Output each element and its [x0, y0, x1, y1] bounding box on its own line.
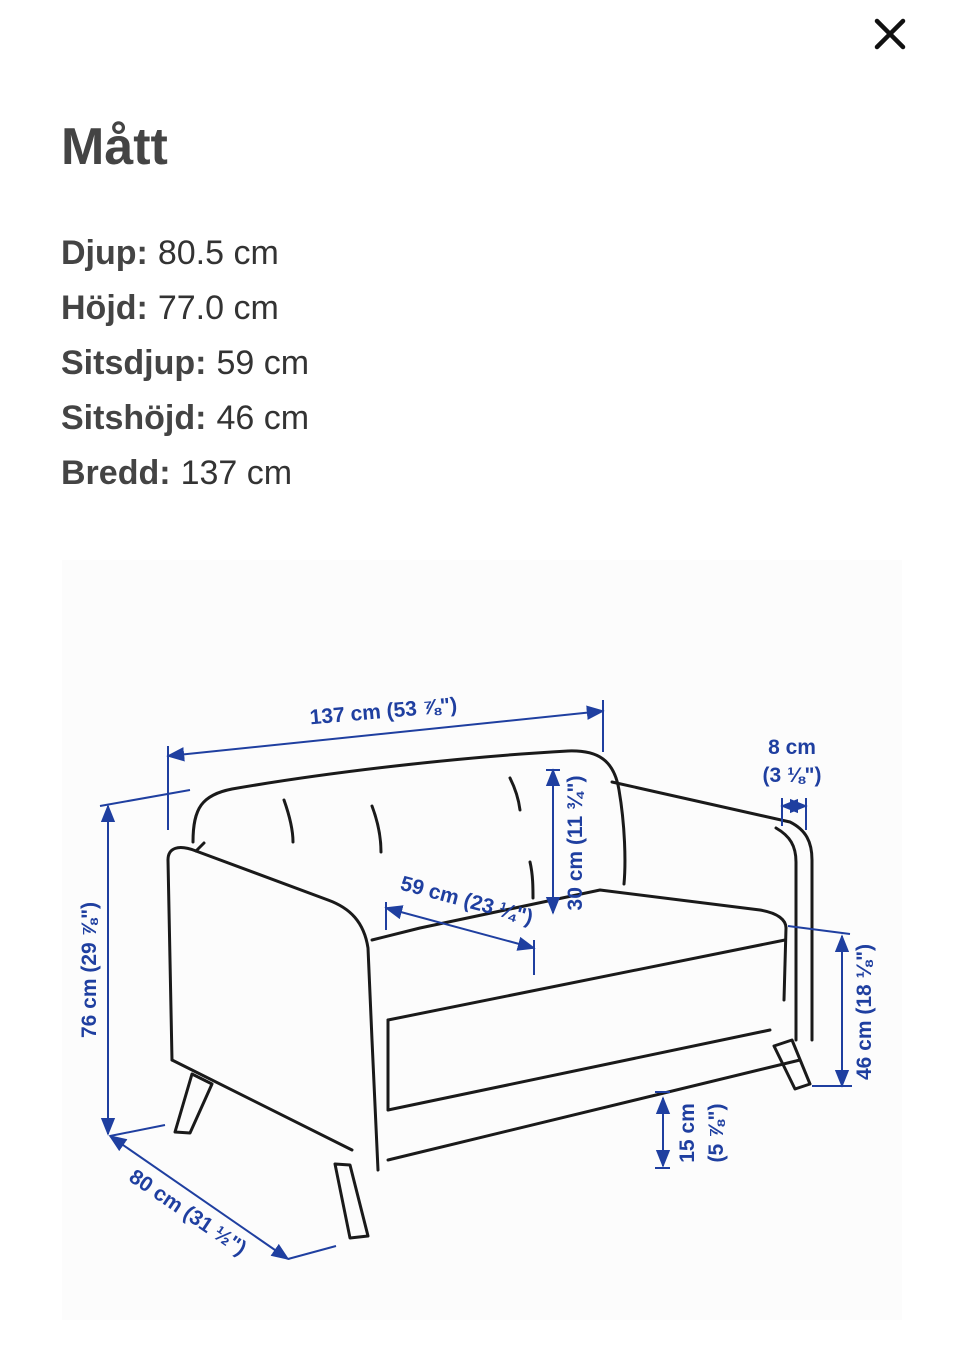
page-title: Mått — [61, 118, 168, 176]
dimension-label: Höjd: — [61, 289, 148, 327]
depth-dimension-label: 80 cm (31 ½") — [124, 1165, 251, 1261]
dimension-value: 80.5 cm — [157, 234, 279, 272]
total-height-dimension-label: 76 cm (29 ⅞") — [78, 901, 101, 1039]
dimension-label: Sitsdjup: — [61, 344, 207, 382]
dimension-label: Djup: — [61, 234, 148, 272]
seat-height-dimension-label: 46 cm (18 ⅛") — [853, 943, 876, 1081]
dimension-label: Sitshöjd: — [61, 399, 207, 437]
back-height-dimension-label: 30 cm (11 ¾") — [564, 775, 587, 911]
armrest-dimension-label: 8 cm — [768, 736, 816, 759]
dimension-lines — [100, 700, 852, 1259]
leg-height-dimension-label-imperial: (5 ⅞") — [705, 1103, 728, 1163]
dimension-value: 46 cm — [216, 399, 310, 437]
dimension-label: Bredd: — [61, 454, 171, 492]
dimension-value: 137 cm — [180, 454, 293, 492]
sofa-drawing — [168, 751, 812, 1238]
dimension-value: 77.0 cm — [157, 289, 279, 327]
armrest-dimension-label-imperial: (3 ⅛") — [762, 764, 822, 787]
sofa-dimension-illustration — [62, 560, 902, 1320]
width-dimension-label: 137 cm (53 ⅞") — [308, 693, 459, 730]
seat-depth-dimension-label: 59 cm (23 ¼") — [398, 872, 536, 930]
leg-height-dimension-label: 15 cm — [676, 1103, 699, 1163]
dimension-value: 59 cm — [216, 344, 310, 382]
